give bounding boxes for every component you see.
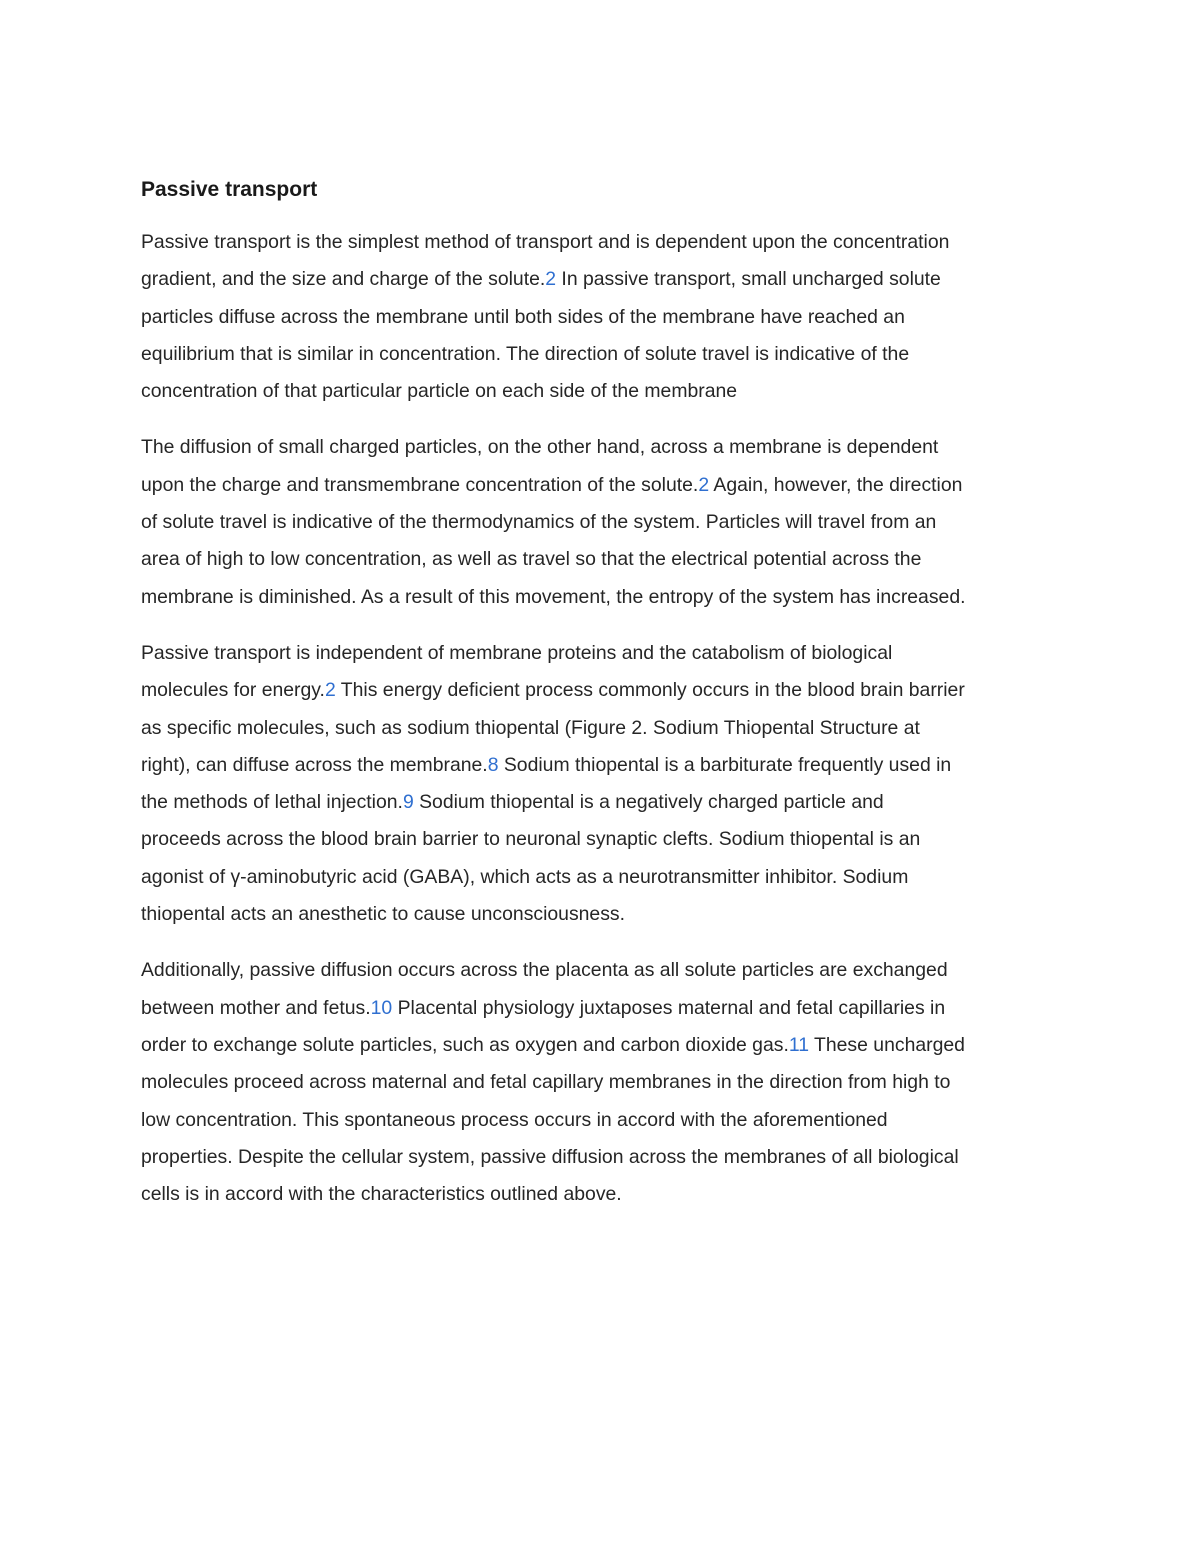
text-segment: the methods of lethal injection. xyxy=(141,791,403,814)
reference-link[interactable]: 11 xyxy=(788,1033,809,1056)
text-line xyxy=(141,504,1071,541)
text-segment: Sodium thiopental is a barbiturate frequently used in xyxy=(498,753,952,776)
text-segment: membrane is diminished. As a result of this movement, the entropy of the system has increased. xyxy=(141,585,966,608)
text-segment: proceeds across the blood brain barrier to neuronal synaptic clefts. Sodium thiopental is an xyxy=(141,828,921,851)
text-segment: between mother and fetus. xyxy=(141,996,371,1019)
text-segment: equilibrium that is similar in concentration. The direction of solute travel is indicative of the xyxy=(141,342,910,365)
reference-link[interactable]: 2 xyxy=(698,473,710,496)
reference-link[interactable]: 10 xyxy=(370,996,393,1019)
body-paragraph xyxy=(141,429,1071,615)
text-segment: gradient, and the size and charge of the solute. xyxy=(141,268,546,291)
text-line xyxy=(141,336,1071,373)
text-segment: thiopental acts an anesthetic to cause unconsciousness. xyxy=(141,903,625,926)
text-line xyxy=(141,541,1071,578)
text-line xyxy=(141,224,1071,261)
text-segment: molecules proceed across maternal and fetal capillary membranes in the direction from high to xyxy=(141,1071,951,1094)
text-segment: order to exchange solute particles, such as oxygen and carbon dioxide gas. xyxy=(141,1033,789,1056)
text-line xyxy=(141,896,1071,933)
text-segment: agonist of γ-aminobutyric acid (GABA), which acts as a neurotransmitter inhibitor. Sodium xyxy=(141,865,909,888)
body-paragraph xyxy=(141,224,1071,410)
text-segment: Passive transport is independent of membrane proteins and the catabolism of biological xyxy=(141,641,893,664)
text-line xyxy=(141,299,1071,336)
paragraph-container xyxy=(141,224,1071,1213)
text-line xyxy=(141,859,1071,896)
text-segment: of solute travel is indicative of the thermodynamics of the system. Particles will travel from an xyxy=(141,511,937,534)
text-line xyxy=(141,747,1071,784)
text-segment: molecules for energy. xyxy=(141,679,325,702)
text-line xyxy=(141,635,1071,672)
text-segment: Placental physiology juxtaposes maternal and fetal capillaries in xyxy=(392,996,946,1019)
text-line xyxy=(141,784,1071,821)
text-segment: Sodium thiopental is a negatively charged particle and xyxy=(413,791,884,814)
text-line xyxy=(141,990,1071,1027)
text-line xyxy=(141,467,1071,504)
text-line xyxy=(141,952,1071,989)
text-segment: In passive transport, small uncharged solute xyxy=(556,268,941,291)
text-segment: low concentration. This spontaneous process occurs in accord with the aforementioned xyxy=(141,1108,888,1131)
reference-link[interactable]: 2 xyxy=(545,268,557,291)
text-segment: particles diffuse across the membrane until both sides of the membrane have reached an xyxy=(141,305,905,328)
text-line xyxy=(141,429,1071,466)
text-segment: right), can diffuse across the membrane. xyxy=(141,753,488,776)
text-segment: cells is in accord with the characteristics outlined above. xyxy=(141,1183,622,1206)
text-line xyxy=(141,1064,1071,1101)
text-line xyxy=(141,373,1071,410)
text-line xyxy=(141,1027,1071,1064)
text-segment: properties. Despite the cellular system, passive diffusion across the membranes of all biological xyxy=(141,1145,959,1168)
text-segment: area of high to low concentration, as well as travel so that the electrical potential across the xyxy=(141,548,922,571)
text-line xyxy=(141,1176,1071,1213)
text-segment: These uncharged xyxy=(808,1033,965,1056)
reference-link[interactable]: 9 xyxy=(402,791,414,814)
section-heading: Passive transport xyxy=(141,178,318,201)
text-segment: concentration of that particular particle on each side of the membrane xyxy=(141,380,738,403)
text-segment: Passive transport is the simplest method of transport and is dependent upon the concentration xyxy=(141,231,950,253)
text-line xyxy=(141,579,1071,616)
text-segment: This energy deficient process commonly occurs in the blood brain barrier xyxy=(335,679,965,702)
text-line xyxy=(141,261,1071,298)
text-line xyxy=(141,1139,1071,1176)
reference-link[interactable]: 8 xyxy=(487,753,499,776)
text-segment: The diffusion of small charged particles, on the other hand, across a membrane is dependent xyxy=(141,436,939,459)
text-line xyxy=(141,710,1071,747)
reference-link[interactable]: 2 xyxy=(324,679,336,702)
body-paragraph xyxy=(141,635,1071,933)
text-line xyxy=(141,1102,1071,1139)
text-segment: Again, however, the direction xyxy=(709,473,963,496)
text-segment: Additionally, passive diffusion occurs across the placenta as all solute particles are exchanged xyxy=(141,959,948,982)
text-segment: as specific molecules, such as sodium thiopental (Figure 2. Sodium Thiopental Structure at xyxy=(141,716,920,739)
text-line xyxy=(141,821,1071,858)
text-line xyxy=(141,672,1071,709)
document-page xyxy=(141,172,1071,1232)
text-segment: upon the charge and transmembrane concentration of the solute. xyxy=(141,473,699,496)
body-paragraph xyxy=(141,952,1071,1213)
